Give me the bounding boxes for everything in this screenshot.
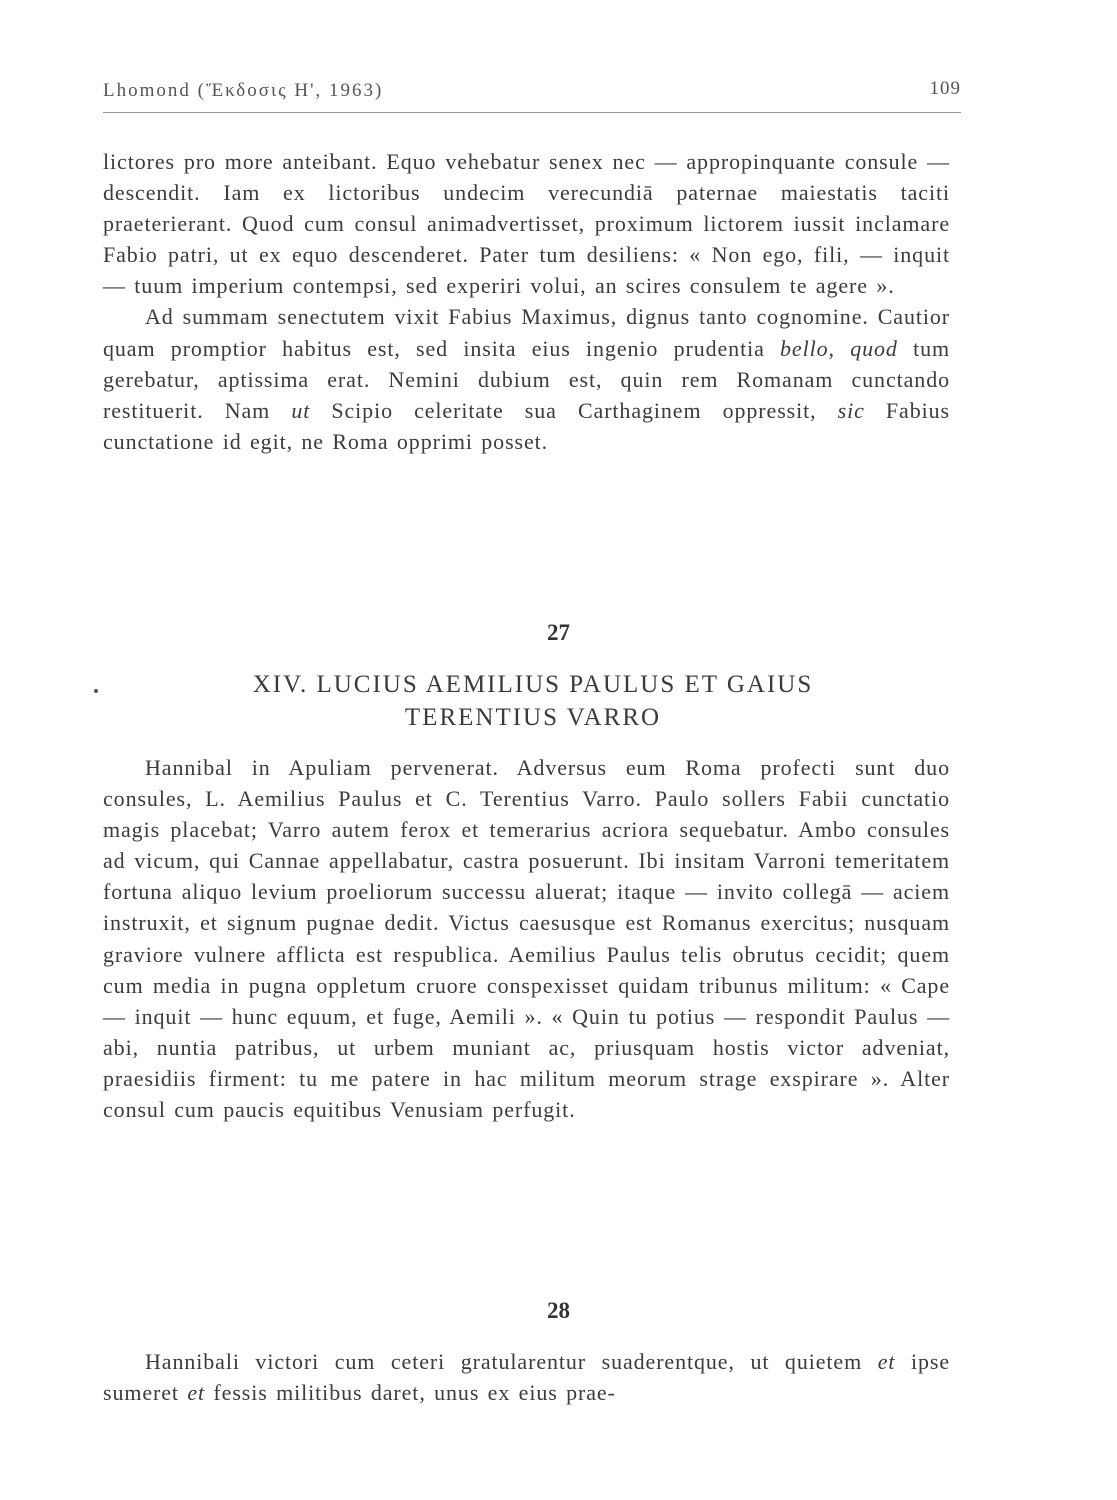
text-block-1 <box>103 146 950 457</box>
italic-run: et <box>187 1380 206 1406</box>
running-title: Lhomond (Ἔκδοσις Η', 1963) <box>103 80 384 101</box>
italic-run: ut <box>291 397 311 423</box>
paragraph-hannibal-victor <box>103 1346 950 1408</box>
text-run: tum gerebatur, aptissima erat. Nemini dubium est, quin rem Romanam cunctando restituerit. Nam <box>103 335 950 423</box>
italic-run: et <box>877 1349 896 1374</box>
chapter-title-line-1: XIV. LUCIUS AEMILIUS PAULUS ET GAIUS <box>252 671 814 698</box>
stray-dot <box>94 689 98 693</box>
chapter-title-line-2: TERENTIUS VARRO <box>404 704 662 731</box>
page-number: 109 <box>929 78 961 99</box>
chapter-title <box>103 668 963 734</box>
text-run: Fabius cunctatione id egit, ne Roma opprimi posset. <box>103 397 950 454</box>
italic-run: sic <box>837 397 865 423</box>
paragraph-hannibal-apulia: Hannibal in Apuliam pervenerat. Adversus eum Roma profecti sunt duo consules, L. Aemilius Paulus et C. Terentius Varro. Paulo sollers Fabii cunctatio magis placebat; Varro autem ferox et temerarius acriora sequebatur. Ambo consules ad vicum, qui Cannae appellabatur, castra posuerunt. Ibi insitam Varroni temeritatem fortuna aliquo levium proeliorum successu aluerat; itaque — invito collegā — aciem instruxit, et signum pugnae dedit. Victus caesusque est Romanus exercitus; nusquam graviore vulnere afflicta est respublica. Aemilius Paulus telis obrutus cecidit; quem cum media in pugna oppletum cruore conspexisset quidam tribunus militum: « Cape — inquit — hunc equum, et fuge, Aemili ». « Quin tu potius — respondit Paulus — abi, nuntia patribus, ut urbem muniant ac, priusquam hostis victor adveniat, praesidiis firment: tu me patere in hac militum meorum strage exspirare ». Alter consul cum paucis equitibus Venusiam perfugit. <box>103 755 950 1123</box>
paragraph-continuation: lictores pro more anteibant. Equo vehebatur senex nec — appropinquante consule — descendit. Iam ex lictoribus undecim verecundiā paternae maiestatis taciti praeterierant. Quod cum consul animadvertisset, proximum lictorem iussit inclamare Fabio patri, ut ex equo descenderet. Pater tum desiliens: « Non ego, fili, — inquit — tuum imperium contempsi, sed experiri volui, an scires consulem te agere ». <box>103 149 950 299</box>
running-header <box>103 76 961 113</box>
paragraph-fabius <box>103 301 950 456</box>
text-block-27 <box>103 752 950 1125</box>
text-run: ipse sumeret <box>103 1349 950 1406</box>
text-run: Hannibali victori cum ceteri gratularentur suaderentque, ut quietem <box>145 1349 878 1374</box>
text-run: fessis militibus daret, unus ex eius prae- <box>205 1380 616 1406</box>
section-number-27: 27 <box>547 620 570 645</box>
text-run: Scipio celeritate sua Carthaginem oppressit, <box>310 397 838 423</box>
text-block-28 <box>103 1346 950 1408</box>
text-run: Ad summam senectutem vixit Fabius Maximus, dignus tanto cognomine. Cautior quam promptior habitus est, sed insita eius ingenio prudentia <box>103 304 950 361</box>
italic-run: bello, quod <box>780 335 898 361</box>
section-number-28: 28 <box>547 1298 570 1323</box>
